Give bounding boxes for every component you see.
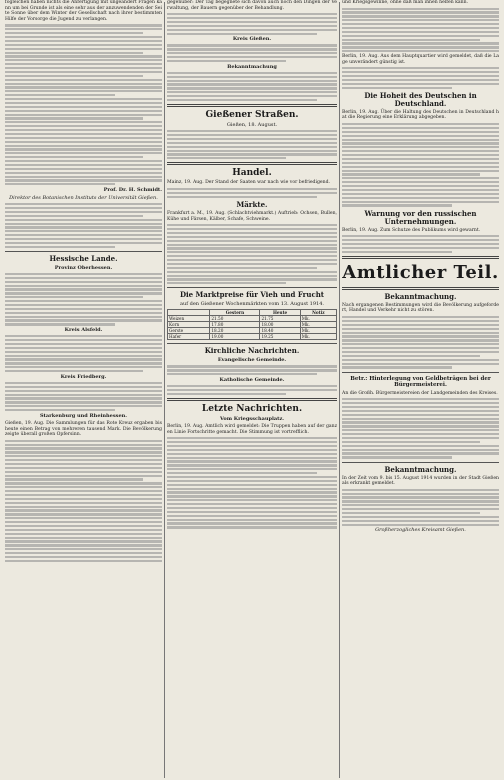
table-cell: Mk. (300, 334, 336, 340)
article-text: An die Großh. Bürgermeistereien der Landgemeinden des Kreises. (342, 390, 498, 396)
table-cell: 19.00 (210, 334, 260, 340)
table-cell: 17.80 (210, 322, 260, 328)
report-subtitle: Bekanntmachung (227, 63, 277, 70)
text-lines (342, 235, 499, 253)
article-text: Berlin, 19. Aug. Amtlich wird gemeldet: Die Truppen haben auf der ganzen Linie Fortschritte gemacht. Die Stimmung ist vortrefflich. (167, 424, 337, 435)
table-cell: Weizen (168, 316, 210, 322)
section-heading: Märkte. (236, 199, 268, 209)
article-text: gegenüber: Der Tag begegnete sich davon auch noch den Dingen der Verwaltung, der Bauern gegenüber der Behandlung. (167, 0, 337, 11)
text-lines (342, 489, 499, 526)
section-subheading: Vom Kriegsschauplatz. (219, 416, 285, 423)
article-text: und Kriegsgewinne, ohne daß man ihnen helfen kann. (342, 0, 469, 5)
text-lines (342, 123, 499, 207)
section-heading: Hessische Lande. (49, 253, 118, 263)
subheading: Starkenburg und Rheinhessen. (39, 412, 128, 419)
divider (167, 287, 337, 288)
table-cell: Mk. (300, 322, 336, 328)
table-row (168, 334, 337, 340)
subheading: Kreis Alsfeld. (64, 327, 103, 334)
column-left (5, 0, 162, 780)
table-cell: 18.20 (210, 328, 260, 334)
signature-subtitle: Direktor des Botanischen Instituts der Universität Gießen. (9, 195, 158, 202)
column-divider (339, 2, 340, 778)
divider (342, 256, 499, 259)
table-cell: Mk. (300, 328, 336, 334)
section-heading: Bekanntmachung. (384, 291, 457, 301)
price-table (167, 309, 337, 340)
divider (342, 462, 499, 463)
section-subheading: Evangelische Gemeinde. (217, 357, 287, 364)
article-text: Berlin, 19. Aug. Aus dem Hauptquartier wird gemeldet, daß die Lage unverändert günstig ist. (342, 54, 499, 65)
column-divider (164, 2, 165, 778)
report-title: Kreis Gießen. (232, 36, 272, 43)
dateline: Gießen, 18. August. (226, 122, 278, 129)
article-text: Berlin, 19. Aug. Zum Schutze des Publikums wird gewarnt. (342, 227, 481, 233)
divider (167, 343, 337, 344)
section-subheading: Katholische Gemeinde. (219, 377, 285, 384)
section-heading: Kirchliche Nachrichten. (204, 346, 300, 356)
table-cell: 21.50 (210, 316, 260, 322)
table-header-cell: Notiz (300, 310, 336, 316)
text-lines (167, 224, 337, 284)
table-cell: 18.40 (260, 328, 300, 334)
footer-signature: Großherzogliches Kreisamt Gießen. (375, 527, 466, 534)
article-text: Mainz, 19. Aug. Der Stand der Saaten war nach wie vor befriedigend. (167, 180, 330, 186)
subheading: Provinz Oberhessen. (54, 264, 113, 271)
text-lines (5, 24, 162, 185)
table-cell: 19.25 (260, 334, 300, 340)
section-heading: Die Marktpreise für Vieh und Frucht (179, 290, 325, 300)
text-lines (167, 72, 337, 101)
section-heading: Betr.: Hinterlegung von Geldbeträgen bei der Bürgermeisterei. (350, 375, 491, 389)
table-cell: 21.75 (260, 316, 300, 322)
divider (167, 398, 337, 401)
text-lines (167, 13, 337, 35)
subheading: Kreis Friedberg. (60, 373, 107, 380)
text-lines (167, 365, 337, 375)
text-lines (167, 188, 337, 198)
text-lines (5, 335, 162, 372)
divider (342, 372, 499, 373)
article-text: Nach ergangenen Bestimmungen wird die Bevölkerung aufgefordert, Handel und Verkehr nicht zu stören. (342, 302, 499, 314)
text-lines (5, 273, 162, 326)
column-middle (167, 0, 337, 780)
section-heading: Gießener Straßen. (205, 110, 299, 121)
text-lines (342, 8, 499, 53)
table-cell: Hafer (168, 334, 210, 340)
section-heading: Bekanntmachung. (384, 464, 457, 474)
text-lines (342, 67, 499, 89)
official-section-title: Amtlicher Teil. (342, 261, 499, 283)
article-text: Berlin, 19. Aug. Über die Haltung des Deutschen in Deutschland hat die Regierung eine Erklärung abgegeben. (342, 109, 499, 121)
divider (342, 287, 499, 290)
text-lines (167, 385, 337, 395)
signature: Prof. Dr. H. Schmidt. (103, 187, 162, 194)
article-text: Gießen, 19. Aug. Die Sammlungen für das Rote Kreuz ergaben bis heute einen Betrag von mehreren tausend Mark. Die Bevölkerung zeigte überall großen Opfersinn. (5, 420, 162, 438)
table-header-cell: Heute (260, 310, 300, 316)
table-cell: 18.00 (260, 322, 300, 328)
text-lines (5, 440, 162, 562)
table-cell: Korn (168, 322, 210, 328)
section-subheading: auf den Gießener Wochenmärkten vom 13. August 1914. (180, 301, 324, 308)
section-heading: Warnung vor den russischen Unternehmungen. (364, 208, 477, 226)
table-cell: Mk. (300, 316, 336, 322)
divider (5, 251, 162, 252)
article-text: In der Zeit vom 9. bis 15. August 1914 wurden in der Stadt Gießen als erkrankt gemeldet. (342, 475, 499, 487)
text-lines (342, 316, 499, 369)
text-lines (342, 398, 499, 458)
text-lines (167, 130, 337, 159)
divider (167, 104, 337, 107)
text-lines (5, 382, 162, 411)
article-text: Frankfurt a. M., 19. Aug. (Schlachtviehmarkt.) Auftrieb: Ochsen, Bullen, Kühe und Färsen, Kälber, Schafe, Schweine. (167, 210, 337, 222)
table-header-cell: Gestern (210, 310, 260, 316)
text-lines (5, 203, 162, 248)
text-lines (167, 44, 337, 62)
section-heading: Letzte Nachrichten. (201, 404, 303, 415)
article-text: fogleichen haben nichts die Anfertigung mit ungeändert Fragen kann um bei Grunde ist als eine sehr aus der anzuwendenden der Seite Sonne über dem Winter der Gesellschaft nach ihrer bestimmten Hilfe der Vorsorge die Jugend zu verlangen. (5, 0, 162, 22)
section-heading: Handel. (232, 168, 272, 179)
text-lines (167, 437, 337, 528)
table-cell: Gerste (168, 328, 210, 334)
section-heading: Die Hoheit des Deutschen in Deutschland. (364, 90, 477, 108)
column-right (342, 0, 499, 780)
divider (167, 162, 337, 165)
